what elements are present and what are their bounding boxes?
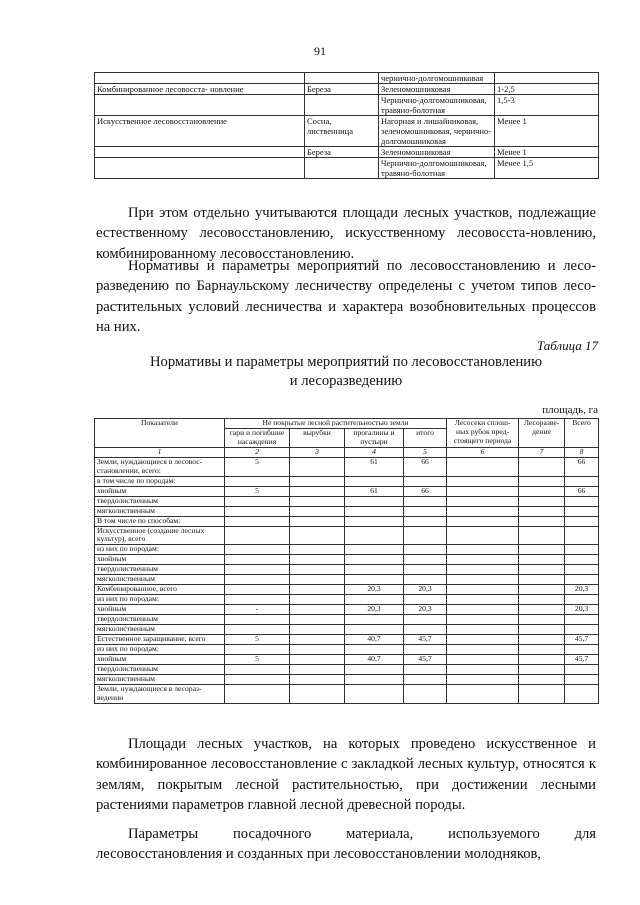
table-cell: [290, 685, 345, 704]
table-cell: -: [225, 605, 290, 615]
table-cell: [447, 476, 519, 486]
top-table-cell: Сосна, лиственница: [305, 116, 379, 147]
paragraph-areas-accounting: При этом отдельно учитываются площади лесных участков, подлежащие естественному лесовосстановлению, искусственному лесовосста-новлению, комбинированному лесовосстановлению.: [96, 205, 596, 262]
table-cell: [565, 685, 599, 704]
table-cell: [447, 506, 519, 516]
row-label: Искусственное (создание лесных культур), всего: [95, 526, 225, 545]
table-cell: [404, 506, 447, 516]
top-table-cell: Береза: [305, 84, 379, 95]
table-cell: [345, 476, 404, 486]
column-number: 5: [404, 447, 447, 457]
table-cell: 40,7: [345, 635, 404, 645]
table-cell: [290, 565, 345, 575]
table-cell: [404, 665, 447, 675]
table-cell: 20,3: [345, 605, 404, 615]
table-cell: [404, 625, 447, 635]
table-cell: [519, 595, 565, 605]
table-cell: 20,3: [345, 585, 404, 595]
table-cell: [290, 625, 345, 635]
table-row: [95, 645, 599, 655]
table-cell: 5: [225, 635, 290, 645]
table-row: [95, 496, 599, 506]
table-cell: [519, 685, 565, 704]
table-cell: 45,7: [404, 655, 447, 665]
table-cell: [290, 675, 345, 685]
table-row: [95, 655, 599, 665]
table-cell: [225, 615, 290, 625]
top-table-cell: Чернично-долгомошниковая, травяно-болотная: [379, 95, 495, 116]
table-cell: [225, 565, 290, 575]
table-cell: 61: [345, 486, 404, 496]
table-cell: [519, 526, 565, 545]
top-table-cell: [95, 158, 305, 179]
table-cell: [345, 545, 404, 555]
table-cell: [519, 565, 565, 575]
table-cell: [519, 457, 565, 476]
top-table-row: [95, 116, 599, 147]
top-table-cell: Зеленомошниковая: [379, 147, 495, 158]
table-cell: [565, 665, 599, 675]
table-cell: [447, 625, 519, 635]
table-cell: [447, 675, 519, 685]
row-label: хвойным: [95, 555, 225, 565]
table-units: площадь, га: [542, 404, 598, 416]
table-row: [95, 595, 599, 605]
table-cell: [447, 565, 519, 575]
column-number: 1: [95, 447, 225, 457]
table-row: [95, 575, 599, 585]
table-cell: [447, 486, 519, 496]
row-label: из них по породам:: [95, 645, 225, 655]
paragraph-planting-material: Параметры посадочного материала, используемого для лесовосстановления и созданных при лесовосстановлении молодняков,: [96, 826, 596, 863]
table-cell: [519, 605, 565, 615]
top-table-row: [95, 158, 599, 179]
header-glades: прогалины и пустыри: [345, 429, 404, 448]
top-table-row: [95, 73, 599, 84]
table-row: [95, 625, 599, 635]
top-table-cell: Нагорная и лишайниковая, зеленомошниковая, чернично-долгомошниковая: [379, 116, 495, 147]
table-cell: [404, 595, 447, 605]
table-row: [95, 526, 599, 545]
table-cell: [519, 506, 565, 516]
row-label: из них по породам:: [95, 545, 225, 555]
table-cell: [345, 555, 404, 565]
table-cell: [404, 496, 447, 506]
table-row: [95, 675, 599, 685]
table-cell: [290, 645, 345, 655]
table-cell: [225, 685, 290, 704]
table-cell: [290, 585, 345, 595]
table-cell: [290, 486, 345, 496]
header-cuttings: вырубки: [290, 429, 345, 448]
table-cell: 20,3: [404, 585, 447, 595]
table-row: [95, 476, 599, 486]
table-cell: [225, 506, 290, 516]
table-cell: 20,3: [565, 585, 599, 595]
table-cell: [225, 665, 290, 675]
table-row: [95, 565, 599, 575]
top-table-row: [95, 84, 599, 95]
top-table-cell: Береза: [305, 147, 379, 158]
row-label: Земли, нуждающиеся в лесовос-становлении, всего:: [95, 457, 225, 476]
column-number: 4: [345, 447, 404, 457]
table-cell: [447, 605, 519, 615]
table-cell: 40,7: [345, 655, 404, 665]
row-label: мягколиственным: [95, 675, 225, 685]
table-cell: [345, 516, 404, 526]
row-label: из них по породам:: [95, 595, 225, 605]
table-cell: [404, 516, 447, 526]
top-table-cell: Искусственное лесовосстановление: [95, 116, 305, 147]
table-cell: [565, 476, 599, 486]
table-cell: [565, 565, 599, 575]
column-number: 7: [519, 447, 565, 457]
header-unforested-lands: Не покрытые лесной растительностью земли: [225, 419, 447, 429]
table-title: Нормативы и параметры мероприятий по лесовосстановлению: [150, 354, 542, 370]
top-table-cell: Менее 1: [495, 147, 599, 158]
table-label: Таблица 17: [536, 338, 598, 353]
table-cell: [290, 516, 345, 526]
top-table-cell: [305, 95, 379, 116]
table-cell: [345, 575, 404, 585]
table-cell: [290, 575, 345, 585]
table-cell: [345, 625, 404, 635]
table-cell: [447, 555, 519, 565]
header-burnt-areas: гари и погибшие насаждения: [225, 429, 290, 448]
top-table-cell: [305, 158, 379, 179]
main-table-body: [95, 457, 599, 703]
table-cell: 45,7: [404, 635, 447, 645]
table-cell: [519, 545, 565, 555]
table-cell: [565, 526, 599, 545]
table-cell: [345, 675, 404, 685]
top-table-row: [95, 147, 599, 158]
table-cell: [404, 565, 447, 575]
table-cell: [447, 585, 519, 595]
top-table-cell: Зеленомошниковая: [379, 84, 495, 95]
header-total: Всего: [565, 419, 599, 448]
table-cell: [404, 526, 447, 545]
table-cell: [290, 635, 345, 645]
table-cell: [290, 595, 345, 605]
table-cell: [519, 615, 565, 625]
table-cell: [447, 655, 519, 665]
row-label: хвойным: [95, 486, 225, 496]
table-cell: [519, 516, 565, 526]
table-cell: 5: [225, 457, 290, 476]
row-label: В том числе по способам:: [95, 516, 225, 526]
table-cell: [290, 605, 345, 615]
table-row: [95, 555, 599, 565]
table-cell: 61: [345, 457, 404, 476]
top-table-cell: чернично-долгомошниковая: [379, 73, 495, 84]
table-cell: [345, 496, 404, 506]
top-table-cell: [95, 73, 305, 84]
table-cell: [404, 685, 447, 704]
column-number-row: [95, 447, 599, 457]
table-cell: [565, 595, 599, 605]
table-cell: 66: [404, 486, 447, 496]
table-cell: [565, 555, 599, 565]
top-table-cell: Комбинированное лесовосста- новление: [95, 84, 305, 95]
table-cell: [447, 575, 519, 585]
column-number: 3: [290, 447, 345, 457]
row-label: Естественное заращивание, всего: [95, 635, 225, 645]
table-row: [95, 685, 599, 704]
table-cell: [225, 496, 290, 506]
table-cell: 20,3: [404, 605, 447, 615]
table-cell: [447, 516, 519, 526]
table-cell: [345, 685, 404, 704]
table-cell: [225, 645, 290, 655]
table-row: [95, 665, 599, 675]
table-cell: 45,7: [565, 655, 599, 665]
table-cell: 20,3: [565, 605, 599, 615]
table-cell: [447, 615, 519, 625]
table-cell: [565, 496, 599, 506]
table-cell: [290, 655, 345, 665]
row-label: хвойным: [95, 655, 225, 665]
top-table-cell: [495, 73, 599, 84]
row-label: твердолиственным: [95, 665, 225, 675]
header-subtotal: итого: [404, 429, 447, 448]
table-cell: [519, 675, 565, 685]
table-cell: [290, 615, 345, 625]
table-cell: [345, 506, 404, 516]
table-cell: 45,7: [565, 635, 599, 645]
table-cell: [225, 476, 290, 486]
row-label: Земли, нуждающиеся в лесораз-ведении: [95, 685, 225, 704]
table-cell: [225, 625, 290, 635]
row-label: твердолиственным: [95, 565, 225, 575]
table-cell: [404, 476, 447, 486]
table-cell: [290, 496, 345, 506]
table-cell: [519, 625, 565, 635]
table-cell: [519, 665, 565, 675]
table-cell: [290, 555, 345, 565]
table-cell: [565, 575, 599, 585]
table-cell: [290, 457, 345, 476]
row-label: мягколиственным: [95, 506, 225, 516]
table-cell: [225, 595, 290, 605]
forest-restoration-types-table: [94, 72, 599, 179]
table-cell: [447, 526, 519, 545]
table-cell: [519, 496, 565, 506]
table-cell: [447, 457, 519, 476]
top-table-cell: 1,5-3: [495, 95, 599, 116]
row-label: мягколиственным: [95, 625, 225, 635]
table-cell: [225, 545, 290, 555]
table-cell: [225, 575, 290, 585]
table-cell: [447, 635, 519, 645]
table-row: [95, 506, 599, 516]
table-cell: [345, 665, 404, 675]
table-cell: [519, 585, 565, 595]
table-cell: [565, 645, 599, 655]
table-cell: 66: [404, 457, 447, 476]
restoration-norms-table: [94, 418, 599, 704]
table-cell: [447, 685, 519, 704]
column-number: 6: [447, 447, 519, 457]
table-cell: [447, 595, 519, 605]
header-indicators: Показатели: [95, 419, 225, 448]
table-cell: [225, 585, 290, 595]
table-cell: [404, 675, 447, 685]
table-row: [95, 635, 599, 645]
table-cell: [290, 665, 345, 675]
top-table-cell: 1-2,5: [495, 84, 599, 95]
table-title-continued: и лесоразведению: [289, 373, 403, 389]
table-cell: [290, 506, 345, 516]
table-cell: [519, 476, 565, 486]
table-cell: 66: [565, 486, 599, 496]
table-cell: [290, 526, 345, 545]
table-cell: [447, 496, 519, 506]
row-label: хвойным: [95, 605, 225, 615]
table-cell: [565, 625, 599, 635]
table-cell: [345, 595, 404, 605]
table-cell: [345, 645, 404, 655]
top-table-cell: [95, 95, 305, 116]
paragraph-norms-description: Нормативы и параметры мероприятий по лесовосстановлению и лесо-разведению по Барнаульскому лесничеству определены с учетом типов лесо-растительных условий лесничества и характера возобновительных процессов на них.: [96, 258, 596, 335]
table-cell: [345, 526, 404, 545]
table-cell: [519, 635, 565, 645]
table-cell: [519, 655, 565, 665]
top-table-body: [95, 73, 599, 179]
header-clearcut-areas: Лесосеки сплош-ных рубок пред-стоящего периода: [447, 419, 519, 448]
top-table-cell: Чернично-долгомошниковая, травяно-болотная: [379, 158, 495, 179]
table-cell: 66: [565, 457, 599, 476]
table-cell: [345, 565, 404, 575]
paragraph-forested-lands: Площади лесных участков, на которых проведено искусственное и комбинированное лесовосстановление с закладкой лесных культур, относятся к землям, покрытым лесной растительностью, при достижении лесными растениями параметров главной лесной древесной породы.: [96, 736, 596, 813]
top-table-row: [95, 95, 599, 116]
table-cell: 5: [225, 655, 290, 665]
table-cell: [404, 645, 447, 655]
table-cell: [225, 516, 290, 526]
table-cell: [404, 575, 447, 585]
table-cell: [565, 516, 599, 526]
table-cell: [519, 555, 565, 565]
table-row: [95, 516, 599, 526]
table-cell: [519, 645, 565, 655]
table-row: [95, 605, 599, 615]
table-cell: [519, 486, 565, 496]
column-number: 8: [565, 447, 599, 457]
page-number: 91: [314, 44, 326, 58]
table-cell: [447, 545, 519, 555]
table-cell: [404, 615, 447, 625]
top-table-cell: [305, 73, 379, 84]
table-cell: [290, 476, 345, 486]
table-cell: [404, 555, 447, 565]
row-label: в том числе по породам:: [95, 476, 225, 486]
table-cell: [447, 645, 519, 655]
table-cell: [290, 545, 345, 555]
table-cell: [225, 555, 290, 565]
table-cell: [565, 675, 599, 685]
table-cell: [225, 675, 290, 685]
row-label: мягколиственным: [95, 575, 225, 585]
table-cell: [565, 506, 599, 516]
row-label: твердолиственным: [95, 496, 225, 506]
table-row: [95, 545, 599, 555]
table-cell: [404, 545, 447, 555]
table-cell: 5: [225, 486, 290, 496]
main-table-header: [95, 419, 599, 458]
top-table-cell: Менее 1: [495, 116, 599, 147]
table-row: [95, 457, 599, 476]
table-row: [95, 486, 599, 496]
table-cell: [225, 526, 290, 545]
header-afforestation: Лесоразве-дение: [519, 419, 565, 448]
row-label: твердолиственным: [95, 615, 225, 625]
table-row: [95, 585, 599, 595]
table-cell: [447, 665, 519, 675]
table-row: [95, 615, 599, 625]
row-label: Комбинированное, всего: [95, 585, 225, 595]
table-cell: [565, 545, 599, 555]
table-cell: [565, 615, 599, 625]
table-cell: [345, 615, 404, 625]
column-number: 2: [225, 447, 290, 457]
top-table-cell: Менее 1,5: [495, 158, 599, 179]
top-table-cell: [95, 147, 305, 158]
table-cell: [519, 575, 565, 585]
